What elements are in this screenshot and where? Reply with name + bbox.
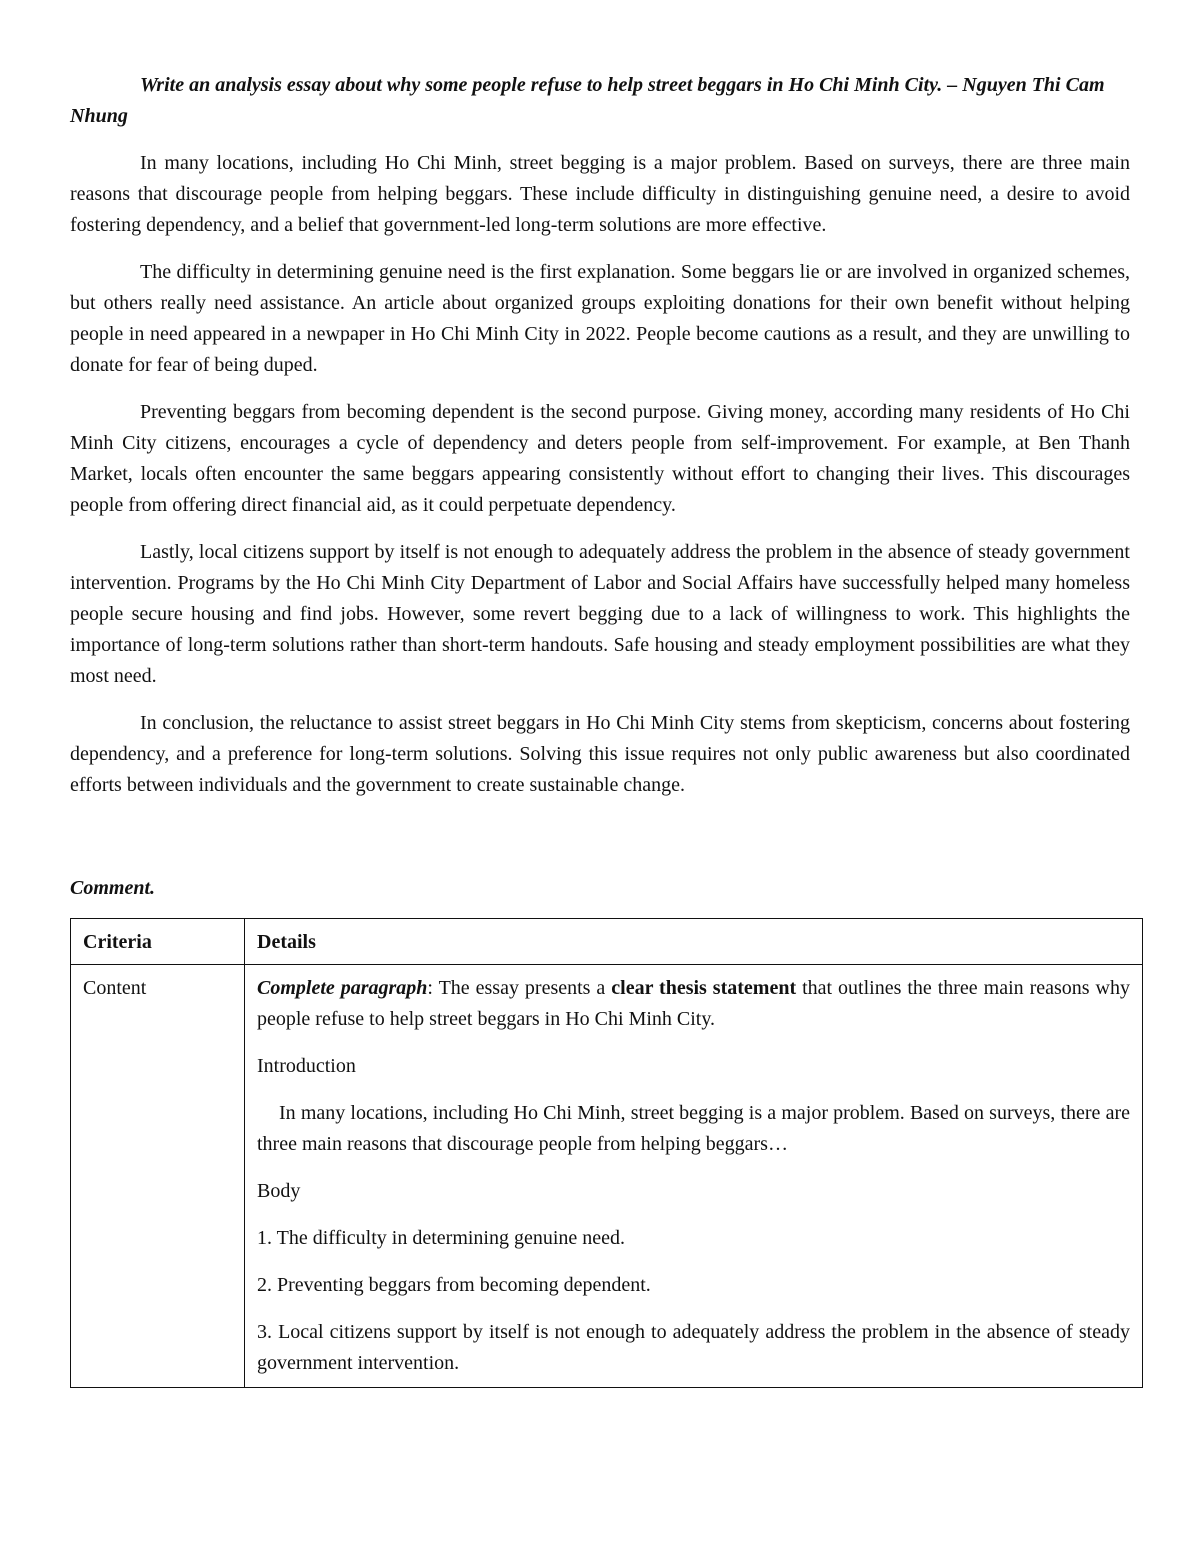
details-summary [257, 973, 1130, 1035]
table-header-row [71, 919, 1143, 965]
summary-rest: that outlines the three main reasons why people refuse to help street beggars in Ho Chi Minh City. [257, 977, 1130, 1030]
intro-quote: In many locations, including Ho Chi Minh, street begging is a major problem. Based on surveys, there are three main reasons that discourage people from helping beggars… [257, 1102, 1130, 1155]
essay-paragraph-3: Lastly, local citizens support by itself is not enough to adequately address the problem in the absence of steady government intervention. Programs by the Ho Chi Minh City Department of Labor and Social Affairs have successfully helped many homeless people secure housing and find jobs. However, some revert begging due to a lack of willingness to work. This highlights the importance of long-term solutions rather than short-term handouts. Safe housing and steady employment possibilities are what they most need. [70, 541, 1130, 687]
essay-paragraph-conclusion: In conclusion, the reluctance to assist street beggars in Ho Chi Minh City stems from skepticism, concerns about fostering dependency, and a preference for long-term solutions. Solving this issue requires not only public awareness but also coordinated efforts between individuals and the government to create sustainable change. [70, 712, 1130, 796]
table-row [71, 965, 1143, 1388]
header-details: Details [245, 919, 1143, 965]
essay-paragraph-2: Preventing beggars from becoming dependent is the second purpose. Giving money, according many residents of Ho Chi Minh City citizens, encourages a cycle of dependency and deters people from self-improvement. For example, at Ben Thanh Market, locals often encounter the same beggars appearing consistently without effort to changing their lives. This discourages people from offering direct financial aid, as it could perpetuate dependency. [70, 401, 1130, 516]
comment-table [70, 918, 1143, 1388]
essay-paragraph-1: The difficulty in determining genuine need is the first explanation. Some beggars lie or are involved in organized schemes, but others really need assistance. An article about organized groups exploiting donations for their own benefit without helping people in need appeared in a newpaper in Ho Chi Minh City in 2022. People become cautions as a result, and they are unwilling to donate for fear of being duped. [70, 261, 1130, 376]
comment-heading: Comment. [70, 877, 156, 899]
essay-paragraph-intro: In many locations, including Ho Chi Minh, street begging is a major problem. Based on surveys, there are three main reasons that discourage people from helping beggars. These include difficulty in distinguishing genuine need, a desire to avoid fostering dependency, and a belief that government-led long-term solutions are more effective. [70, 152, 1130, 236]
body-item-2: 2. Preventing beggars from becoming dependent. [257, 1274, 651, 1296]
body-item-3: 3. Local citizens support by itself is not enough to adequately address the problem in the absence of steady government intervention. [257, 1321, 1130, 1374]
body-item-1: 1. The difficulty in determining genuine need. [257, 1227, 626, 1249]
body-label: Body [257, 1180, 301, 1202]
summary-bold: clear thesis statement [611, 977, 797, 999]
intro-label: Introduction [257, 1055, 356, 1077]
details-cell [245, 965, 1143, 1388]
summary-separator: : The essay presents a [427, 977, 612, 999]
essay-title: Write an analysis essay about why some people refuse to help street beggars in Ho Chi Minh City. – Nguyen Thi Cam Nhung [70, 74, 1105, 127]
criterion-cell: Content [71, 965, 245, 1388]
summary-label: Complete paragraph [257, 977, 428, 999]
essay-body [70, 148, 1130, 801]
header-criteria: Criteria [71, 919, 245, 965]
